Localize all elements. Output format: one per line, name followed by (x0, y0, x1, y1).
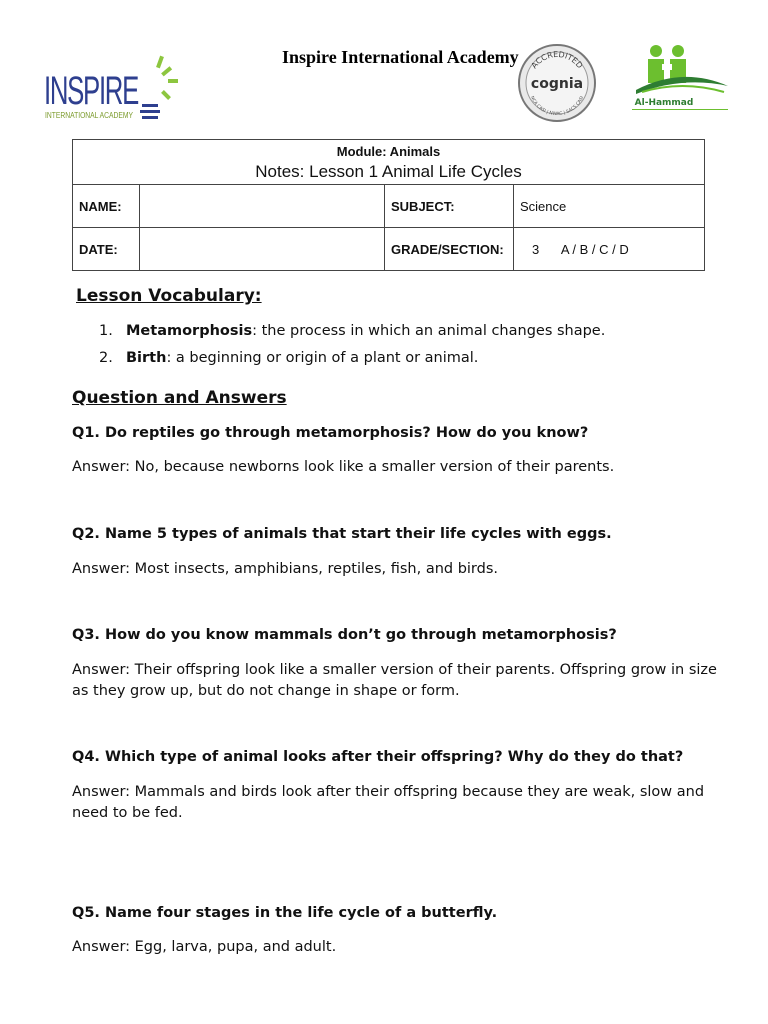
vocabulary-number: 2. (99, 350, 113, 366)
inspire-logo-subtext: INTERNATIONAL ACADEMY (45, 111, 134, 120)
name-field[interactable] (140, 185, 385, 228)
grade-value: 3 (532, 241, 540, 257)
partner-logo-text: Al-Hammad (634, 98, 694, 108)
subject-value: Science (514, 185, 705, 228)
seal-center-text: cognia (530, 76, 584, 92)
vocabulary-heading: Lesson Vocabulary: (76, 286, 262, 306)
al-hammad-logo (632, 42, 732, 114)
subject-label: SUBJECT: (385, 185, 514, 228)
answer-1: Answer: No, because newborns look like a smaller version of their parents. (72, 459, 615, 475)
vocabulary-definition: : the process in which an animal changes shape. (252, 323, 606, 339)
grade-label: GRADE/SECTION: (385, 228, 514, 271)
question-3: Q3. How do you know mammals don’t go through metamorphosis? (72, 627, 617, 643)
module-label: Module: Animals (336, 144, 441, 159)
date-label: DATE: (73, 228, 140, 271)
date-field[interactable] (140, 228, 385, 271)
section-value: A / B / C / D (560, 241, 629, 257)
cognia-seal-graphic (517, 43, 597, 123)
al-hammad-logo-graphic (632, 42, 732, 114)
inspire-logo (44, 52, 184, 124)
vocabulary-definition: : a beginning or origin of a plant or animal. (166, 350, 479, 366)
question-5: Q5. Name four stages in the life cycle of a butterfly. (72, 905, 498, 921)
grade-section-value (514, 228, 705, 271)
seal-bottom-text: NCA CASI | NWAC | SACS CASI (528, 95, 586, 118)
lesson-info-table (72, 139, 705, 271)
vocabulary-term: Birth (126, 350, 167, 366)
answer-4: Answer: Mammals and birds look after their offspring because they are weak, slow and need to be fed. (72, 784, 705, 821)
answer-5: Answer: Egg, larva, pupa, and adult. (72, 939, 337, 955)
seal-top-text: ACCREDITED (529, 49, 585, 71)
qa-heading: Question and Answers (72, 388, 287, 408)
answer-2: Answer: Most insects, amphibians, reptiles, fish, and birds. (72, 561, 499, 577)
inspire-logo-graphic (44, 52, 184, 124)
vocabulary-number: 1. (99, 323, 113, 339)
school-name: Inspire International Academy (282, 47, 519, 67)
question-2: Q2. Name 5 types of animals that start their life cycles with eggs. (72, 526, 612, 542)
lesson-title-cell (73, 140, 705, 185)
vocabulary-term: Metamorphosis (126, 323, 253, 339)
inspire-logo-text: INSPIRE (44, 69, 139, 113)
question-4: Q4. Which type of animal looks after their offspring? Why do they do that? (72, 749, 684, 765)
cognia-seal (517, 43, 597, 123)
name-label: NAME: (73, 185, 140, 228)
vocabulary-item (99, 323, 605, 339)
vocabulary-item (99, 350, 478, 366)
lesson-title: Notes: Lesson 1 Animal Life Cycles (255, 162, 522, 181)
question-1: Q1. Do reptiles go through metamorphosis? How do you know? (72, 425, 589, 441)
answer-3: Answer: Their offspring look like a smaller version of their parents. Offspring grow in size as they grow up, but do not change in shape or form. (72, 662, 717, 699)
